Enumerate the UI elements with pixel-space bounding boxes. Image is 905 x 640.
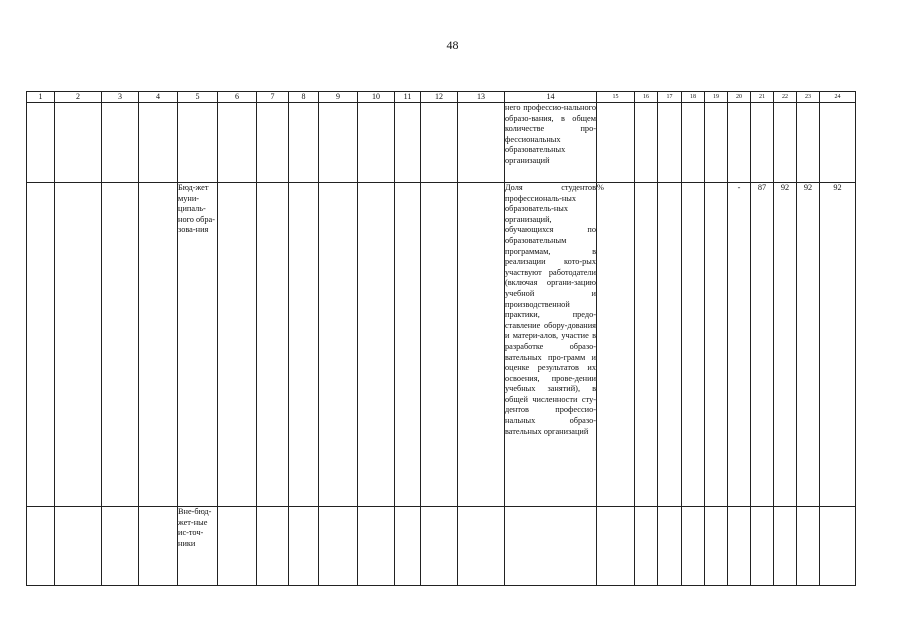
table-cell [358,103,395,183]
table-cell [257,507,289,586]
table-cell [257,103,289,183]
table-row [27,103,856,183]
table-cell [102,103,139,183]
table-row [27,183,856,507]
page-number: 48 [446,38,459,52]
unit-cell [597,103,635,183]
column-header: 15 [597,92,635,103]
column-header: 14 [505,92,597,103]
value-cell [705,507,728,586]
value-cell [774,103,797,183]
table-cell [319,507,358,586]
indicator-text-cell: него профессио-нального образо-вания, в общем количестве про-фессиональных образовательных организаций [505,103,597,183]
value-cell: 92 [797,183,820,507]
value-cell [820,103,856,183]
table-cell [257,183,289,507]
table-cell [55,103,102,183]
table-cell [139,103,178,183]
value-cell [797,507,820,586]
value-cell [797,103,820,183]
value-cell [751,103,774,183]
value-cell [635,103,658,183]
column-header: 23 [797,92,820,103]
column-header: 19 [705,92,728,103]
value-cell [705,183,728,507]
table-cell [102,183,139,507]
value-cell [728,103,751,183]
value-cell: 92 [820,183,856,507]
table-cell [218,507,257,586]
value-cell [682,103,705,183]
table-cell [421,103,458,183]
value-cell [820,507,856,586]
table-cell [55,507,102,586]
indicator-text-cell [505,507,597,586]
table-cell [395,183,421,507]
column-header: 24 [820,92,856,103]
table-cell [289,183,319,507]
value-cell [751,507,774,586]
value-cell [682,183,705,507]
column-header: 20 [728,92,751,103]
column-header: 9 [319,92,358,103]
value-cell [705,103,728,183]
value-cell [635,507,658,586]
funding-source-cell [178,103,218,183]
table-cell [458,103,505,183]
table-cell [55,183,102,507]
header-row [27,92,856,103]
table-cell [139,183,178,507]
value-cell [658,103,682,183]
table-cell [358,507,395,586]
funding-source-cell: Вне-бюд-жет-ные ис-точ-ники [178,507,218,586]
value-cell [774,507,797,586]
table-cell [421,183,458,507]
column-header: 5 [178,92,218,103]
table-cell [289,507,319,586]
value-cell [658,507,682,586]
column-header: 17 [658,92,682,103]
column-header: 4 [139,92,178,103]
column-header: 3 [102,92,139,103]
table-cell [458,507,505,586]
table-cell [395,507,421,586]
column-header: 6 [218,92,257,103]
column-header: 16 [635,92,658,103]
funding-source-cell: Бюд-жет муни-ципаль-ного обра-зова-ния [178,183,218,507]
value-cell [658,183,682,507]
value-cell [635,183,658,507]
value-cell: 87 [751,183,774,507]
column-header: 2 [55,92,102,103]
column-header: 21 [751,92,774,103]
column-header: 10 [358,92,395,103]
table-cell [102,507,139,586]
table-cell [218,183,257,507]
table-row [27,507,856,586]
table-cell [289,103,319,183]
table-cell [27,103,55,183]
table-cell [139,507,178,586]
table-cell [27,183,55,507]
column-header: 1 [27,92,55,103]
column-header: 12 [421,92,458,103]
value-cell: - [728,183,751,507]
table-cell [358,183,395,507]
column-header: 18 [682,92,705,103]
column-header: 7 [257,92,289,103]
table-cell [421,507,458,586]
table-cell [458,183,505,507]
column-header: 22 [774,92,797,103]
indicator-text-cell: Доля студентов профессиональ-ных образователь-ных организаций, обучающихся по образовательным программам, в реализации кото-рых участвуют работодатели (включая органи-зацию учебной и производственной практики, предо-ставление обору-дования и матери-алов, участие в разработке образо-вательных про-грамм и оценке результатов их освоения, прове-дении учебных занятий), в общей численности сту-дентов профессио-нальных образо-вательных организаций [505,183,597,507]
data-table [26,91,856,586]
unit-cell: % [597,183,635,507]
table-cell [395,103,421,183]
table-cell [27,507,55,586]
table-cell [319,183,358,507]
value-cell [728,507,751,586]
table-cell [319,103,358,183]
value-cell [682,507,705,586]
unit-cell [597,507,635,586]
value-cell: 92 [774,183,797,507]
column-header: 13 [458,92,505,103]
column-header: 11 [395,92,421,103]
table-cell [218,103,257,183]
column-header: 8 [289,92,319,103]
